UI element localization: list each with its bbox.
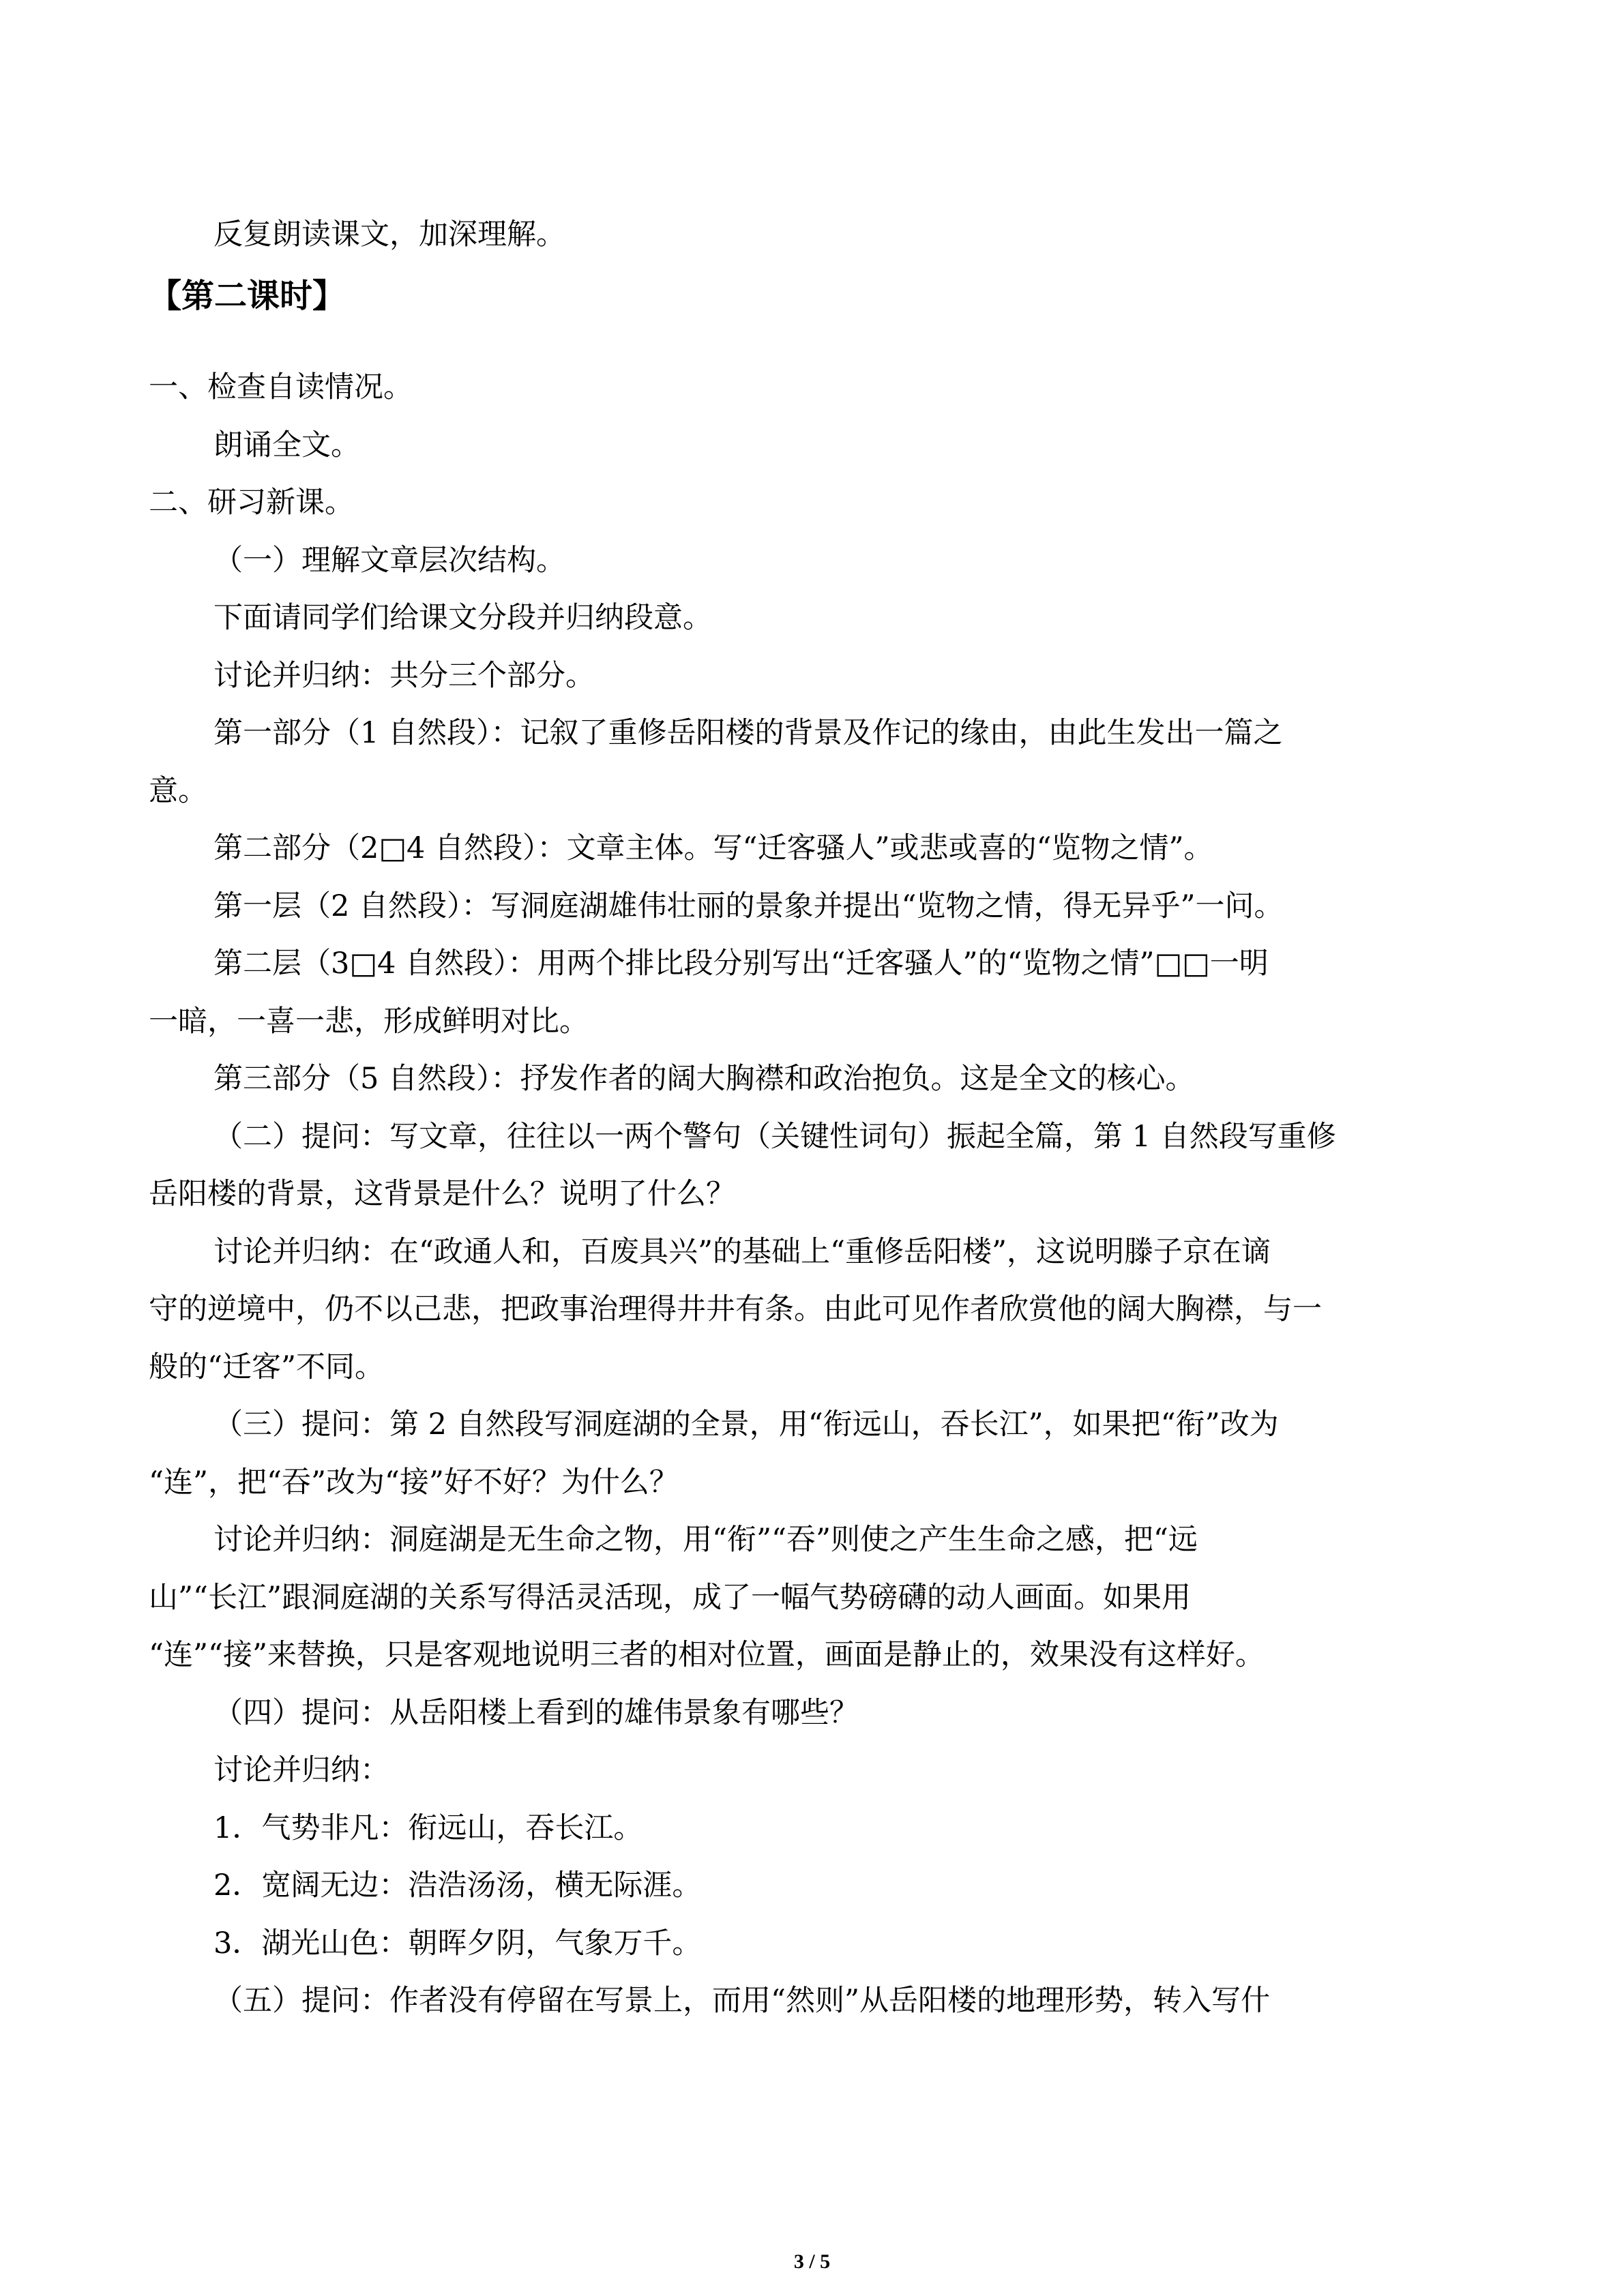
text-line: 讨论并归纳：洞庭湖是无生命之物，用“衔”“吞”则使之产生生命之感，把“远 (213, 1523, 1198, 1557)
section-heading: 【第二课时】 (149, 277, 346, 315)
text-line: 朗诵全文。 (213, 428, 360, 462)
text-line: （五）提问：作者没有停留在写景上，而用“然则”从岳阳楼的地理形势，转入写什 (213, 1984, 1270, 2018)
text-line: 第一层（2 自然段）：写洞庭湖雄伟壮丽的景象并提出“览物之情，得无异乎”一问。 (213, 889, 1284, 923)
text-line: 守的逆境中，仍不以己悲，把政事治理得井井有条。由此可见作者欣赏他的阔大胸襟，与一 (149, 1292, 1322, 1326)
list-item: 2．宽阔无边：浩浩汤汤，横无际涯。 (213, 1868, 702, 1903)
text-line: “连”，把“吞”改为“接”好不好？为什么？ (149, 1465, 679, 1500)
text-line: 一、检查自读情况。 (149, 370, 413, 404)
page-number: 3 / 5 (793, 2250, 831, 2273)
text-line: 第一部分（1 自然段）：记叙了重修岳阳楼的背景及作记的缘由，由此生发出一篇之 (213, 716, 1283, 750)
text-line: 第二部分（2□4 自然段）：文章主体。写“迁客骚人”或悲或喜的“览物之情”。 (213, 831, 1213, 865)
text-line: 般的“迁客”不同。 (149, 1350, 384, 1384)
text-line: （一）理解文章层次结构。 (213, 543, 565, 578)
text-line: 第三部分（5 自然段）：抒发作者的阔大胸襟和政治抱负。这是全文的核心。 (213, 1062, 1195, 1096)
list-item: 3．湖光山色：朝晖夕阴，气象万千。 (213, 1926, 702, 1960)
text-line: 下面请同学们给课文分段并归纳段意。 (213, 601, 712, 635)
text-line: 讨论并归纳： (213, 1753, 389, 1787)
text-line: （二）提问：写文章，往往以一两个警句（关键性词句）振起全篇，第 1 自然段写重修 (213, 1120, 1336, 1154)
text-line: 山”“长江”跟洞庭湖的关系写得活灵活现，成了一幅气势磅礴的动人画面。如果用 (149, 1581, 1191, 1615)
text-line: （三）提问：第 2 自然段写洞庭湖的全景，用“衔远山，吞长江”，如果把“衔”改为 (213, 1407, 1279, 1442)
text-line: 反复朗读课文，加深理解。 (213, 218, 565, 252)
text-line: 一暗，一喜一悲，形成鲜明对比。 (149, 1004, 589, 1039)
text-line: 讨论并归纳：共分三个部分。 (213, 659, 595, 693)
text-line: 意。 (149, 774, 207, 808)
text-line: 岳阳楼的背景，这背景是什么？说明了什么？ (149, 1177, 735, 1211)
text-line: 二、研习新课。 (149, 486, 354, 520)
list-item: 1．气势非凡：衔远山，吞长江。 (213, 1811, 643, 1845)
text-line: “连”“接”来替换，只是客观地说明三者的相对位置，画面是静止的，效果没有这样好。 (149, 1638, 1265, 1672)
text-line: 讨论并归纳：在“政通人和，百废具兴”的基础上“重修岳阳楼”，这说明滕子京在谪 (213, 1235, 1271, 1269)
text-line: 第二层（3□4 自然段）：用两个排比段分别写出“迁客骚人”的“览物之情”□□一明 (213, 946, 1269, 981)
text-line: （四）提问：从岳阳楼上看到的雄伟景象有哪些？ (213, 1696, 859, 1730)
